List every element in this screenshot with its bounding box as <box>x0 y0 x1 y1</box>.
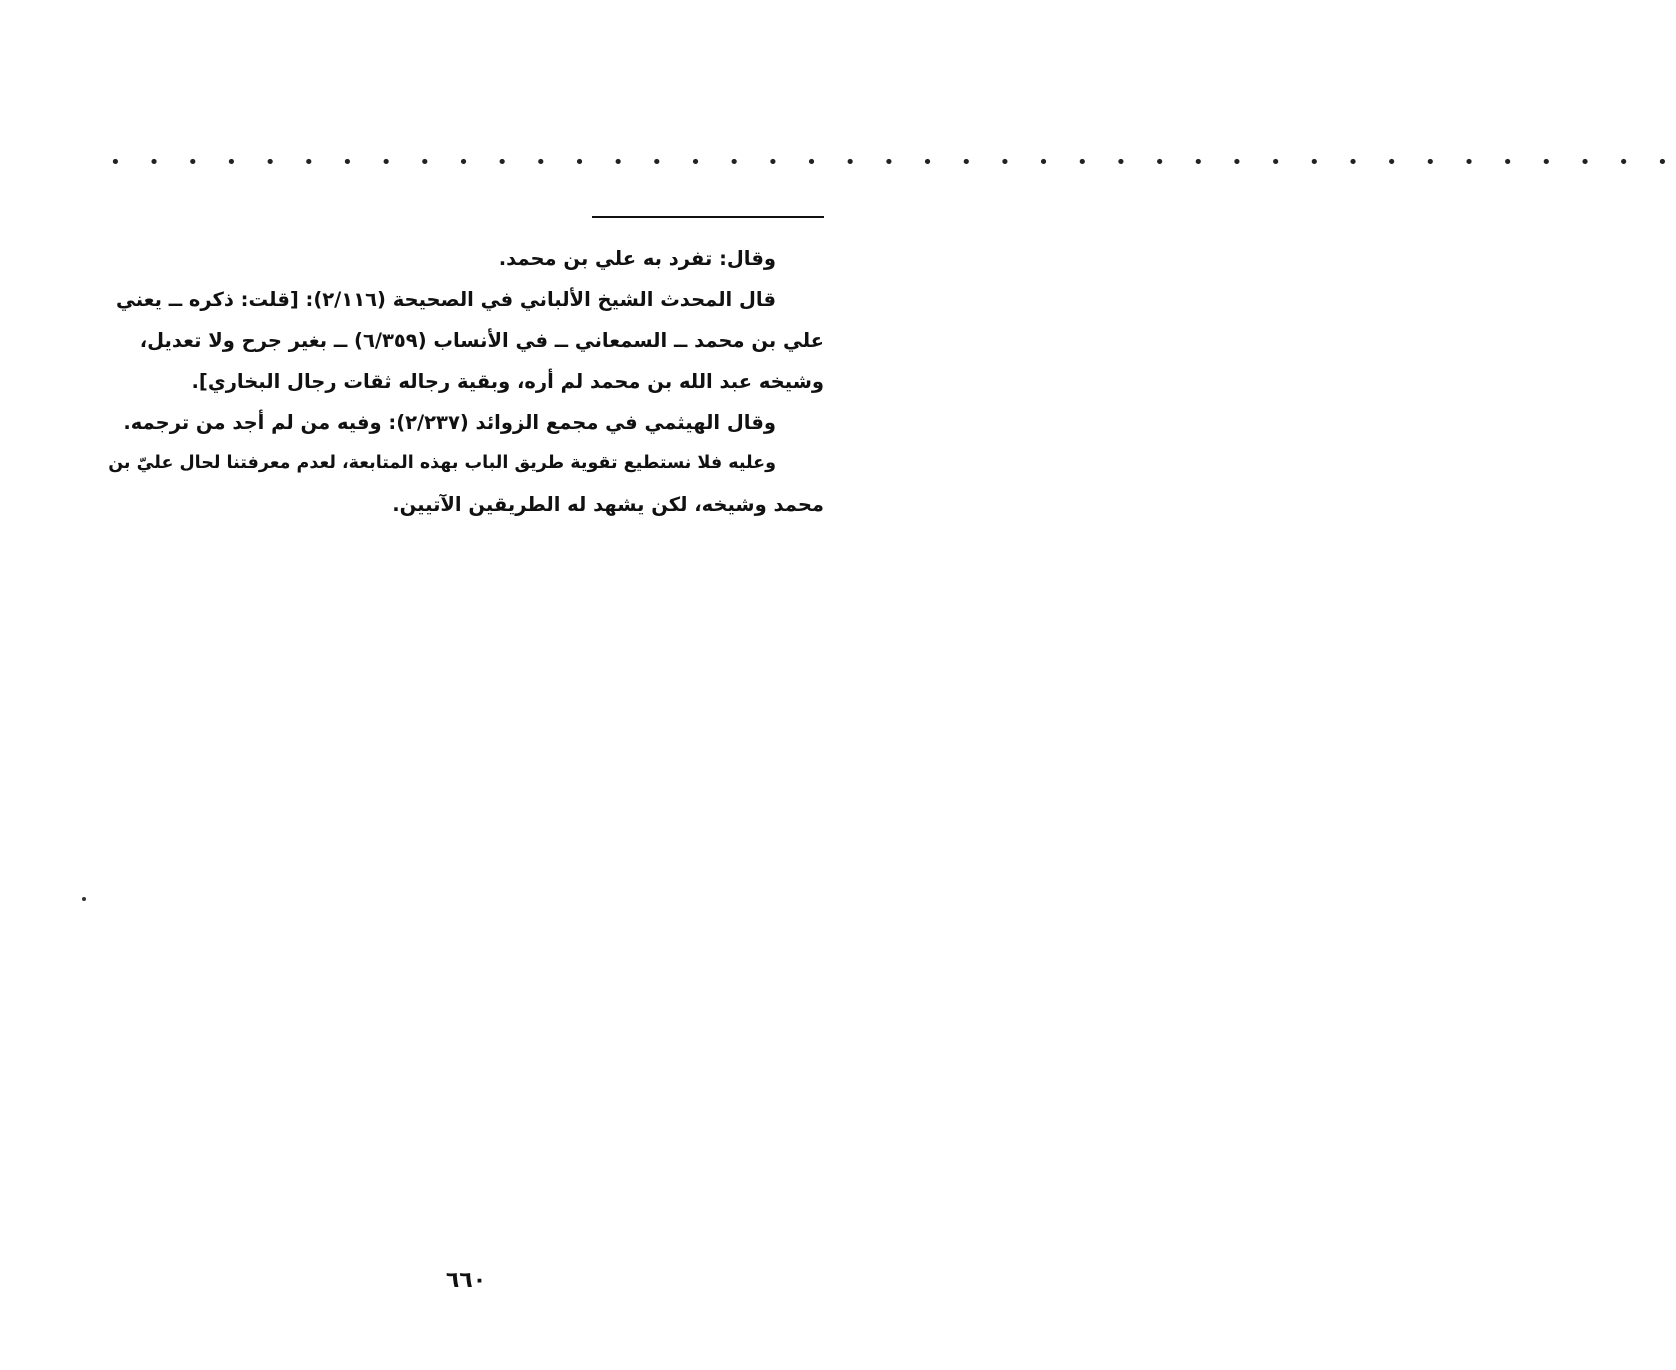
footnote-line-6: وعليه فلا نستطيع تقوية طريق الباب بهذه المتابعة، لعدم معرفتنا لحال عليّ بن <box>108 453 776 473</box>
footnote-line-4: وشيخه عبد الله بن محمد لم أره، وبقية رجاله ثقات رجال البخاري]. <box>191 370 824 393</box>
footnote-line-3: علي بن محمد ــ السمعاني ــ في الأنساب (٦/٣٥٩) ــ بغير جرح ولا تعديل، <box>139 329 824 352</box>
page-number: ٦٦٠ <box>445 1268 487 1293</box>
footnote-rule <box>592 216 824 218</box>
margin-mark <box>82 897 86 901</box>
footnote-text <box>100 238 824 525</box>
footnote-line-2: قال المحدث الشيخ الألباني في الصحيحة (٢/١١٦): [قلت: ذكره ــ يعني <box>115 288 776 311</box>
footnote-line-7: محمد وشيخه، لكن يشهد له الطريقين الآتيين. <box>392 493 824 516</box>
footnote-line-1: وقال: تفرد به علي بن محمد. <box>498 247 776 270</box>
footnote-line-5: وقال الهيثمي في مجمع الزوائد (٢/٢٣٧): وفيه من لم أجد من ترجمه. <box>123 411 776 434</box>
dotted-separator: • • • • • • • • • • • • • • • • • • • • • • • • • • • • • • • • • • • • • • • • • <box>110 152 1676 173</box>
